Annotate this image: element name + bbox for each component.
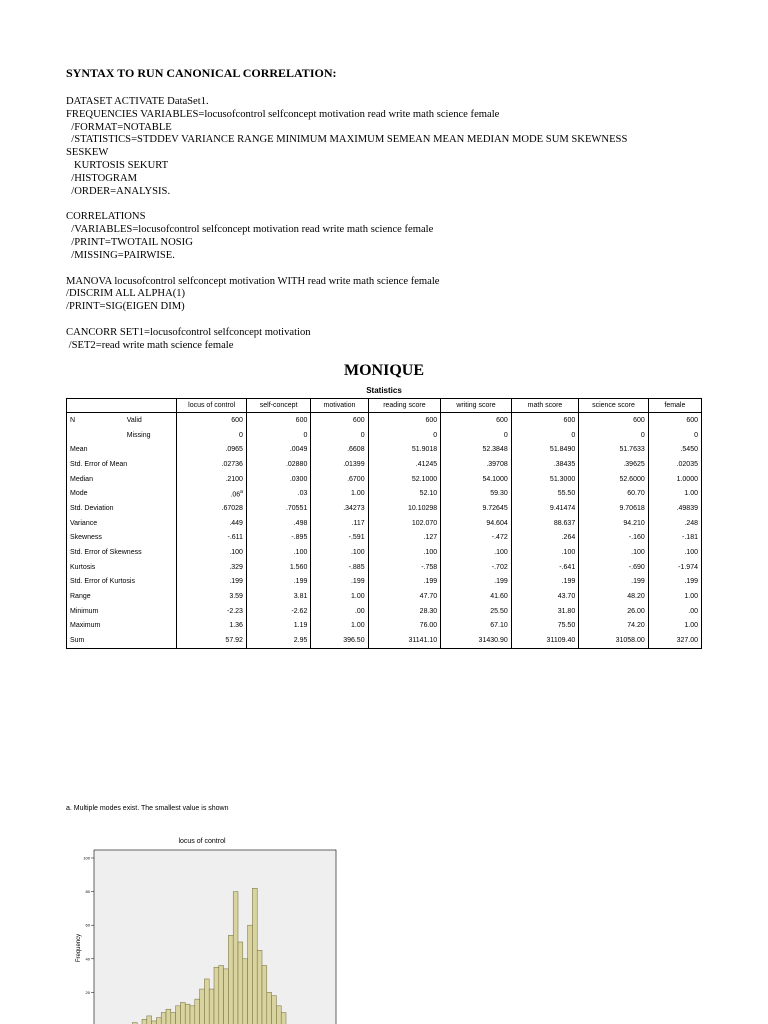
table-cell: 60.70 bbox=[579, 486, 649, 501]
table-cell: .06$^a$ bbox=[177, 486, 247, 501]
table-row bbox=[67, 531, 702, 546]
table-cell: .100 bbox=[311, 545, 368, 560]
table-cell: 88.637 bbox=[511, 516, 578, 531]
row-label: Median bbox=[70, 475, 93, 483]
table-cell: 0 bbox=[511, 428, 578, 443]
table-cell: 9.72645 bbox=[441, 501, 512, 516]
table-cell: 2.95 bbox=[246, 633, 310, 648]
row-sublabel bbox=[124, 486, 177, 501]
histogram-bar bbox=[156, 1018, 161, 1024]
table-cell: -.895 bbox=[246, 531, 310, 546]
table-row bbox=[67, 619, 702, 634]
row-label: Mode bbox=[70, 490, 88, 498]
table-row bbox=[67, 413, 702, 428]
table-cell: 25.50 bbox=[441, 604, 512, 619]
histogram-bar bbox=[257, 950, 262, 1024]
syntax-block bbox=[66, 327, 746, 353]
table-cell: 28.30 bbox=[368, 604, 441, 619]
row-sublabel bbox=[124, 472, 177, 487]
table-cell: .6608 bbox=[311, 442, 368, 457]
table-cell: 1.36 bbox=[177, 619, 247, 634]
table-cell: .100 bbox=[441, 545, 512, 560]
histogram-bar bbox=[248, 925, 253, 1024]
table-cell: -.758 bbox=[368, 560, 441, 575]
table-row bbox=[67, 457, 702, 472]
syntax-line: /STATISTICS=STDDEV VARIANCE RANGE MINIMUM MAXIMUM SEMEAN MEAN MEDIAN MODE SUM SKEWNESS bbox=[66, 134, 628, 146]
y-tick-label: 80 bbox=[85, 889, 90, 895]
table-cell: 9.41474 bbox=[511, 501, 578, 516]
table-cell: -.160 bbox=[579, 531, 649, 546]
statistics-title: Statistics bbox=[366, 386, 402, 395]
table-cell: .41245 bbox=[368, 457, 441, 472]
row-sublabel bbox=[124, 560, 177, 575]
table-cell: .6700 bbox=[311, 472, 368, 487]
row-label: Maximum bbox=[70, 622, 101, 630]
statistics-table bbox=[66, 398, 702, 649]
table-cell: .67028 bbox=[177, 501, 247, 516]
table-cell: 52.1000 bbox=[368, 472, 441, 487]
table-cell: -2.23 bbox=[177, 604, 247, 619]
table-cell: 1.19 bbox=[246, 619, 310, 634]
table-row bbox=[67, 486, 702, 501]
table-cell: 1.00 bbox=[311, 486, 368, 501]
histogram-bar bbox=[209, 989, 214, 1024]
table-cell: .38435 bbox=[511, 457, 578, 472]
table-row bbox=[67, 560, 702, 575]
row-label: Skewness bbox=[70, 534, 102, 542]
row-sublabel bbox=[124, 633, 177, 648]
syntax-block bbox=[66, 276, 746, 314]
histogram-bar bbox=[228, 935, 233, 1024]
histogram-bar bbox=[147, 1016, 152, 1024]
row-sublabel: Valid bbox=[126, 416, 142, 424]
page-title: MONIQUE bbox=[344, 362, 424, 379]
table-cell: 396.50 bbox=[311, 633, 368, 648]
row-label: Variance bbox=[70, 519, 98, 527]
table-row bbox=[67, 516, 702, 531]
table-cell: .0300 bbox=[246, 472, 310, 487]
table-cell: 31058.00 bbox=[579, 633, 649, 648]
table-row bbox=[67, 633, 702, 648]
row-label bbox=[67, 428, 124, 443]
row-sublabel bbox=[124, 442, 177, 457]
syntax-line: /DISCRIM ALL ALPHA(1) bbox=[66, 288, 186, 300]
row-label: Std. Error of Mean bbox=[70, 460, 128, 468]
table-cell: 51.7633 bbox=[579, 442, 649, 457]
syntax-line: DATASET ACTIVATE DataSet1. bbox=[66, 96, 209, 107]
table-cell: 94.604 bbox=[441, 516, 512, 531]
syntax-line: CANCORR SET1=locusofcontrol selfconcept motivation bbox=[66, 326, 311, 338]
table-row bbox=[67, 472, 702, 487]
table-cell: 55.50 bbox=[511, 486, 578, 501]
table-row bbox=[67, 442, 702, 457]
table-cell: 52.3848 bbox=[441, 442, 512, 457]
table-cell: .117 bbox=[311, 516, 368, 531]
table-cell: 43.70 bbox=[511, 589, 578, 604]
table-cell: .199 bbox=[311, 575, 368, 590]
table-cell: 31.80 bbox=[511, 604, 578, 619]
table-cell: .199 bbox=[441, 575, 512, 590]
histogram-bar bbox=[262, 966, 267, 1024]
table-cell: 26.00 bbox=[579, 604, 649, 619]
statistics-header-row bbox=[67, 399, 702, 413]
row-sublabel bbox=[124, 604, 177, 619]
table-cell: 1.0000 bbox=[648, 472, 701, 487]
row-label: Sum bbox=[67, 633, 124, 648]
table-cell: .02035 bbox=[648, 457, 701, 472]
row-label: Minimum bbox=[70, 607, 99, 615]
table-cell: .00 bbox=[311, 604, 368, 619]
table-row bbox=[67, 501, 702, 516]
table-cell: .449 bbox=[177, 516, 247, 531]
table-cell: 10.10298 bbox=[368, 501, 441, 516]
table-cell: 0 bbox=[441, 428, 512, 443]
syntax-line: /FORMAT=NOTABLE bbox=[66, 121, 172, 133]
histogram-bar bbox=[243, 959, 248, 1024]
row-label: Range bbox=[70, 593, 91, 601]
table-cell: .199 bbox=[511, 575, 578, 590]
histogram-chart bbox=[66, 836, 346, 1024]
syntax-line: /ORDER=ANALYSIS. bbox=[66, 185, 171, 197]
table-cell: 600 bbox=[177, 413, 247, 428]
table-cell: 75.50 bbox=[511, 619, 578, 634]
syntax-line: /PRINT=SIG(EIGEN DIM) bbox=[66, 301, 185, 313]
table-cell: 47.70 bbox=[368, 589, 441, 604]
table-cell: 102.070 bbox=[368, 516, 441, 531]
table-cell: .0965 bbox=[177, 442, 247, 457]
table-cell: .5450 bbox=[648, 442, 701, 457]
table-cell: .49839 bbox=[648, 501, 701, 516]
table-cell: .100 bbox=[648, 545, 701, 560]
syntax-blocks bbox=[66, 96, 746, 353]
syntax-line: /MISSING=PAIRWISE. bbox=[66, 249, 175, 261]
table-cell: 48.20 bbox=[579, 589, 649, 604]
row-label: Std. Error of Skewness bbox=[70, 549, 142, 557]
table-cell: 31430.90 bbox=[441, 633, 512, 648]
table-cell: .100 bbox=[177, 545, 247, 560]
table-row bbox=[67, 575, 702, 590]
row-sublabel bbox=[124, 589, 177, 604]
y-axis-ticks bbox=[83, 856, 94, 995]
histogram-bar bbox=[272, 996, 277, 1024]
table-cell: 0 bbox=[648, 428, 701, 443]
histogram-bar bbox=[190, 1006, 195, 1024]
table-cell: 0 bbox=[579, 428, 649, 443]
histogram-bar bbox=[166, 1009, 171, 1024]
table-cell: 67.10 bbox=[441, 619, 512, 634]
row-sublabel bbox=[124, 619, 177, 634]
table-cell: 31109.40 bbox=[511, 633, 578, 648]
table-cell: 74.20 bbox=[579, 619, 649, 634]
table-cell: -2.62 bbox=[246, 604, 310, 619]
y-tick-label: 20 bbox=[85, 989, 90, 995]
table-cell: 1.00 bbox=[648, 619, 701, 634]
histogram-bar bbox=[171, 1013, 176, 1024]
table-cell: .34273 bbox=[311, 501, 368, 516]
y-tick-label: 40 bbox=[85, 956, 90, 962]
histogram-bar bbox=[142, 1019, 147, 1024]
table-cell: .100 bbox=[511, 545, 578, 560]
syntax-line: FREQUENCIES VARIABLES=locusofcontrol selfconcept motivation read write math science female bbox=[66, 108, 500, 120]
row-label: Mean bbox=[70, 446, 88, 454]
table-cell: 1.00 bbox=[648, 486, 701, 501]
syntax-line: SESKEW bbox=[66, 147, 109, 159]
table-cell: 0 bbox=[368, 428, 441, 443]
footnote: a. Multiple modes exist. The smallest value is shown bbox=[66, 805, 229, 812]
table-cell: 51.8490 bbox=[511, 442, 578, 457]
row-sublabel bbox=[124, 531, 177, 546]
histogram-bar bbox=[276, 1006, 281, 1024]
table-cell: .39625 bbox=[579, 457, 649, 472]
table-cell: 3.59 bbox=[177, 589, 247, 604]
table-cell: 1.00 bbox=[311, 619, 368, 634]
table-cell: 0 bbox=[311, 428, 368, 443]
table-cell: 0 bbox=[246, 428, 310, 443]
syntax-heading: SYNTAX TO RUN CANONICAL CORRELATION: bbox=[66, 66, 337, 80]
syntax-line: MANOVA locusofcontrol selfconcept motivation WITH read write math science female bbox=[66, 275, 440, 287]
table-cell: .329 bbox=[177, 560, 247, 575]
syntax-block bbox=[66, 211, 746, 262]
row-sublabel bbox=[124, 516, 177, 531]
table-cell: .199 bbox=[579, 575, 649, 590]
table-cell: 41.60 bbox=[441, 589, 512, 604]
column-header: self-concept bbox=[246, 399, 310, 413]
histogram-bar bbox=[252, 888, 257, 1024]
table-cell: -.591 bbox=[311, 531, 368, 546]
table-cell: -.611 bbox=[177, 531, 247, 546]
column-header: writing score bbox=[441, 399, 512, 413]
syntax-line: /SET2=read write math science female bbox=[66, 339, 234, 351]
histogram-bar bbox=[224, 969, 229, 1024]
table-row bbox=[67, 604, 702, 619]
column-header: science score bbox=[579, 399, 649, 413]
table-cell: -.690 bbox=[579, 560, 649, 575]
table-cell: 52.10 bbox=[368, 486, 441, 501]
table-cell: 1.560 bbox=[246, 560, 310, 575]
column-header: reading score bbox=[368, 399, 441, 413]
histogram-bar bbox=[238, 942, 243, 1024]
table-cell: 600 bbox=[511, 413, 578, 428]
column-header: locus of control bbox=[177, 399, 247, 413]
table-cell: 51.3000 bbox=[511, 472, 578, 487]
syntax-section bbox=[66, 66, 746, 366]
row-sublabel bbox=[124, 501, 177, 516]
table-cell: -1.974 bbox=[648, 560, 701, 575]
table-cell: 600 bbox=[579, 413, 649, 428]
footnote-marker: a bbox=[240, 489, 243, 496]
table-cell: .199 bbox=[177, 575, 247, 590]
table-cell: 94.210 bbox=[579, 516, 649, 531]
table-cell: .2100 bbox=[177, 472, 247, 487]
table-cell: 3.81 bbox=[246, 589, 310, 604]
table-cell: -.885 bbox=[311, 560, 368, 575]
histogram-bar bbox=[214, 967, 219, 1024]
table-cell: -.472 bbox=[441, 531, 512, 546]
table-cell: .100 bbox=[246, 545, 310, 560]
table-cell: .264 bbox=[511, 531, 578, 546]
column-header: motivation bbox=[311, 399, 368, 413]
table-cell: 600 bbox=[246, 413, 310, 428]
row-sublabel: Missing bbox=[126, 431, 151, 439]
syntax-line: /HISTOGRAM bbox=[66, 172, 138, 184]
table-cell: .199 bbox=[246, 575, 310, 590]
table-cell: .02880 bbox=[246, 457, 310, 472]
histogram-bar bbox=[195, 999, 200, 1024]
column-header: female bbox=[648, 399, 701, 413]
table-cell: 51.9018 bbox=[368, 442, 441, 457]
histogram-bar bbox=[233, 892, 238, 1024]
histogram-bar bbox=[281, 1013, 286, 1024]
y-tick-label: 100 bbox=[83, 855, 90, 861]
row-label: Std. Error of Kurtosis bbox=[70, 578, 135, 586]
table-cell: 52.6000 bbox=[579, 472, 649, 487]
table-cell: .248 bbox=[648, 516, 701, 531]
histogram-bar bbox=[185, 1004, 190, 1024]
table-cell: 76.00 bbox=[368, 619, 441, 634]
table-cell: 600 bbox=[368, 413, 441, 428]
table-cell: .498 bbox=[246, 516, 310, 531]
syntax-line: /VARIABLES=locusofcontrol selfconcept motivation read write math science female bbox=[66, 224, 434, 236]
row-sublabel bbox=[124, 457, 177, 472]
table-cell: -.702 bbox=[441, 560, 512, 575]
histogram-bar bbox=[219, 966, 224, 1024]
statistics-body bbox=[67, 413, 702, 649]
histogram-bar bbox=[204, 979, 209, 1024]
row-label: Std. Deviation bbox=[70, 504, 114, 512]
histogram-bar bbox=[180, 1002, 185, 1024]
table-cell: .01399 bbox=[311, 457, 368, 472]
y-tick-label: 60 bbox=[85, 922, 90, 928]
table-cell: .00 bbox=[648, 604, 701, 619]
table-cell: .39708 bbox=[441, 457, 512, 472]
table-cell: .100 bbox=[368, 545, 441, 560]
table-cell: .100 bbox=[579, 545, 649, 560]
table-row bbox=[67, 545, 702, 560]
histogram-bar bbox=[161, 1013, 166, 1024]
table-cell: .70551 bbox=[246, 501, 310, 516]
table-cell: .02736 bbox=[177, 457, 247, 472]
row-label: Kurtosis bbox=[70, 563, 96, 571]
table-cell: .0049 bbox=[246, 442, 310, 457]
table-row bbox=[67, 589, 702, 604]
table-cell: -.181 bbox=[648, 531, 701, 546]
column-header: math score bbox=[511, 399, 578, 413]
y-axis-label: Frequency bbox=[76, 933, 82, 963]
table-cell: 1.00 bbox=[648, 589, 701, 604]
table-cell: .199 bbox=[648, 575, 701, 590]
table-cell: 59.30 bbox=[441, 486, 512, 501]
corner-cell bbox=[67, 399, 177, 413]
syntax-block bbox=[66, 96, 746, 198]
table-cell: 1.00 bbox=[311, 589, 368, 604]
histogram-bar bbox=[267, 992, 272, 1024]
table-cell: 0 bbox=[177, 428, 247, 443]
table-cell: 54.1000 bbox=[441, 472, 512, 487]
table-cell: .199 bbox=[368, 575, 441, 590]
table-cell: 57.92 bbox=[177, 633, 247, 648]
histogram-bar bbox=[176, 1006, 181, 1024]
table-cell: 327.00 bbox=[648, 633, 701, 648]
syntax-line: CORRELATIONS bbox=[66, 211, 146, 223]
table-cell: .03 bbox=[246, 486, 310, 501]
table-row bbox=[67, 428, 702, 443]
table-cell: 31141.10 bbox=[368, 633, 441, 648]
row-label: N bbox=[70, 416, 76, 424]
table-cell: 9.70618 bbox=[579, 501, 649, 516]
table-cell: -.641 bbox=[511, 560, 578, 575]
histogram-bar bbox=[200, 989, 205, 1024]
table-cell: 600 bbox=[441, 413, 512, 428]
histogram-title: locus of control bbox=[178, 838, 226, 845]
table-cell: .127 bbox=[368, 531, 441, 546]
syntax-line: KURTOSIS SEKURT bbox=[66, 159, 169, 171]
table-cell: 600 bbox=[311, 413, 368, 428]
table-cell: 600 bbox=[648, 413, 701, 428]
syntax-line: /PRINT=TWOTAIL NOSIG bbox=[66, 236, 193, 248]
